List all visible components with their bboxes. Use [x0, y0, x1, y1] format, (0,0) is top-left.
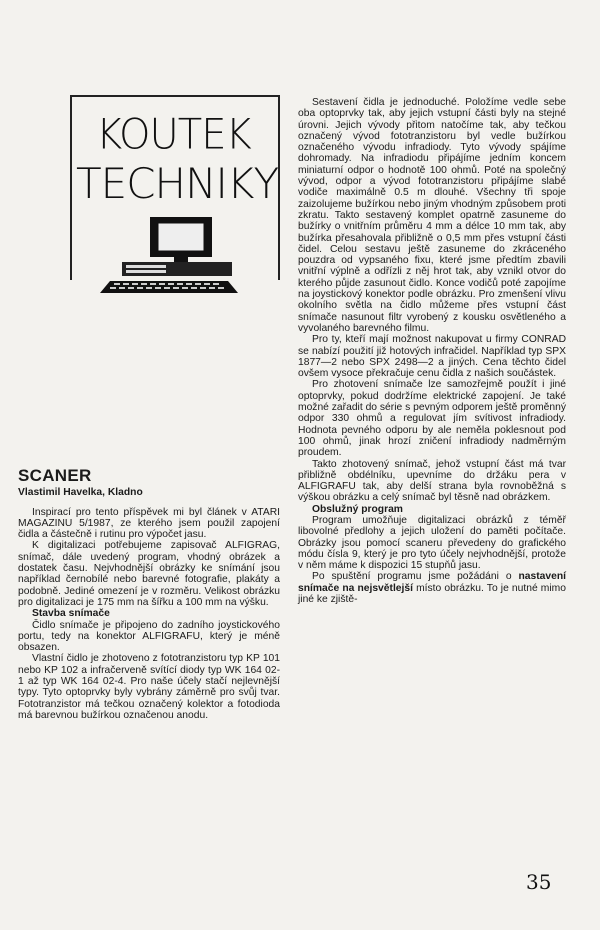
paragraph: Čidlo snímače je připojeno do zadního joystickového portu, tedy na konektor ALFIGRAFU, který je méně obsazen.: [18, 619, 280, 654]
computer-illustration: [100, 215, 250, 295]
paragraph-text: místo obrázku. To je nutné mimo jiné ke zjiště-: [298, 582, 566, 606]
section-heading: Stavba snímače: [32, 608, 110, 620]
left-column: [18, 466, 280, 721]
header-top-rule: [70, 95, 280, 97]
header-right-rule: [278, 95, 280, 280]
paragraph: [298, 571, 566, 605]
right-column: [298, 97, 566, 605]
section-title: [76, 110, 279, 223]
article-title: SCANER: [18, 466, 92, 485]
section-header-box: [70, 95, 280, 280]
paragraph: Pro zhotovení snímače lze samozřejmě použít i jiné optoprvky, pokud dodržíme elektrické zapojení. Je také možné zařadit do série s pevným odporem ještě proměnný odpor 330 ohmů a regulovat jím svítivost infradiody. Hodnota pevného odporu by ale neměla poklesnout pod 100 ohmů, jinak hrozí zničení infradiody nadměrným proudem.: [298, 379, 566, 459]
paragraph: Sestavení čidla je jednoduché. Položíme vedle sebe oba optoprvky tak, aby jejich vstupní části byly na stejné úrovni. Jejich vývody přitom natočíme tak, aby tečkou označený vývod fototranzistoru byl vedle bužírkou označeného vývodu infradiody. Tyto vývody spájíme dohromady. Na infradiodu připájíme jedním koncem miniaturní odpor o hodnotě 100 ohmů. Poté na společný vývod, odpor a vývod fototranzistoru připájíme slabé vodiče maximálně 0.5 m dlouhé. Všechny tři spoje zaizolujeme bužírkou nebo jiným vhodným způsobem proti zkratu. Takto sestavený komplet opatrně zasuneme do bužírky o vnitřním průměru 4 mm a délce 10 mm tak, aby bužírka přesahovala přibližně o 0,5 mm přes vstupní části čidel. Celou sestavu ještě zasuneme do zkráceného pouzdra od vypsaného fixu, které jsme předtím zbavili vnitřní výplně a odřízli z něj hrot tak, aby vznikl otvor do kterého půjde zasunout čidlo. Konce vodičů poté zapojíme na joystickový konektor podle obrázku. Pro zmenšení vlivu okolního světla na čidlo můžeme přes vstupní část snímače nasunout filtr vyrobený z kousku osvětleného a vyvolaného barevného filmu.: [298, 97, 566, 334]
paragraph: Pro ty, kteří mají možnost nakupovat u firmy CONRAD se nabízí použití již hotových infračidel. Například typ SPX 1877—2 nebo SPX 2498—2 a jiných. Cena těchto čidel ovšem vysoce překračuje cenu čidla z našich součástek.: [298, 334, 566, 380]
page-number: 35: [526, 870, 552, 894]
paragraph: Vlastní čidlo je zhotoveno z fototranzistoru typ KP 101 nebo KP 102 a infračerveně svítící diody typ WK 164 02-1 až typ WK 164 02-4. Pro naše účely stačí nejlevnější typy. Tyto optoprvky byly vybrány záměrně pro svůj tvar. Fototranzistor má tečkou označený kolektor a fotodioda má barevnou bužírkou označenou anodu.: [18, 653, 280, 721]
header-left-rule: [70, 95, 72, 280]
paragraph: K digitalizaci potřebujeme zapisovač ALFIGRAG, snímač, dále uvedený program, vhodný obrázek a dostatek času. Nejvhodnější obrázky ke snímání jsou například černobílé nebo barevné fotografie, plakáty a podobně. Jediné omezení je v rozměru. Velikost obrázku pro digitalizaci je 175 mm na šířku a 100 mm na výšku.: [18, 540, 280, 608]
paragraph-bold-text: nastavení snímače na nejsvětlejší: [298, 571, 566, 594]
paragraph: Inspirací pro tento příspěvek mi byl článek v ATARI MAGAZINU 5/1987, ze kterého jsem použil zapojení čidla a částečně i rutinu pro výpočet jasu.: [18, 506, 280, 541]
section-heading: Obslužný program: [312, 503, 403, 515]
paragraph: Program umožňuje digitalizaci obrázků z téměř libovolné předlohy a jejich uložení do paměti počítače. Obrázky jsou pomocí scaneru převedeny do grafického módu čísla 9, který je pro tyto účely nejvhodnější, protože v něm máme k dispozici 15 stupňů jasu.: [298, 514, 566, 572]
section-title-line2: TECHNIKY: [76, 159, 279, 208]
section-title-line1: KOUTEK: [96, 110, 251, 160]
paragraph: Takto zhotovený snímač, jehož vstupní část má tvar přibližně obdélníku, upevníme do držáku pera v ALFIGRAFU tak, aby delší strana byla rovnoběžná s výškou obrázku a celý snímač byl těsně nad obrázkem.: [298, 458, 566, 504]
article-byline: Vlastimil Havelka, Kladno: [18, 487, 143, 499]
paragraph-text: Po spuštění programu jsme požádáni o: [312, 571, 519, 583]
